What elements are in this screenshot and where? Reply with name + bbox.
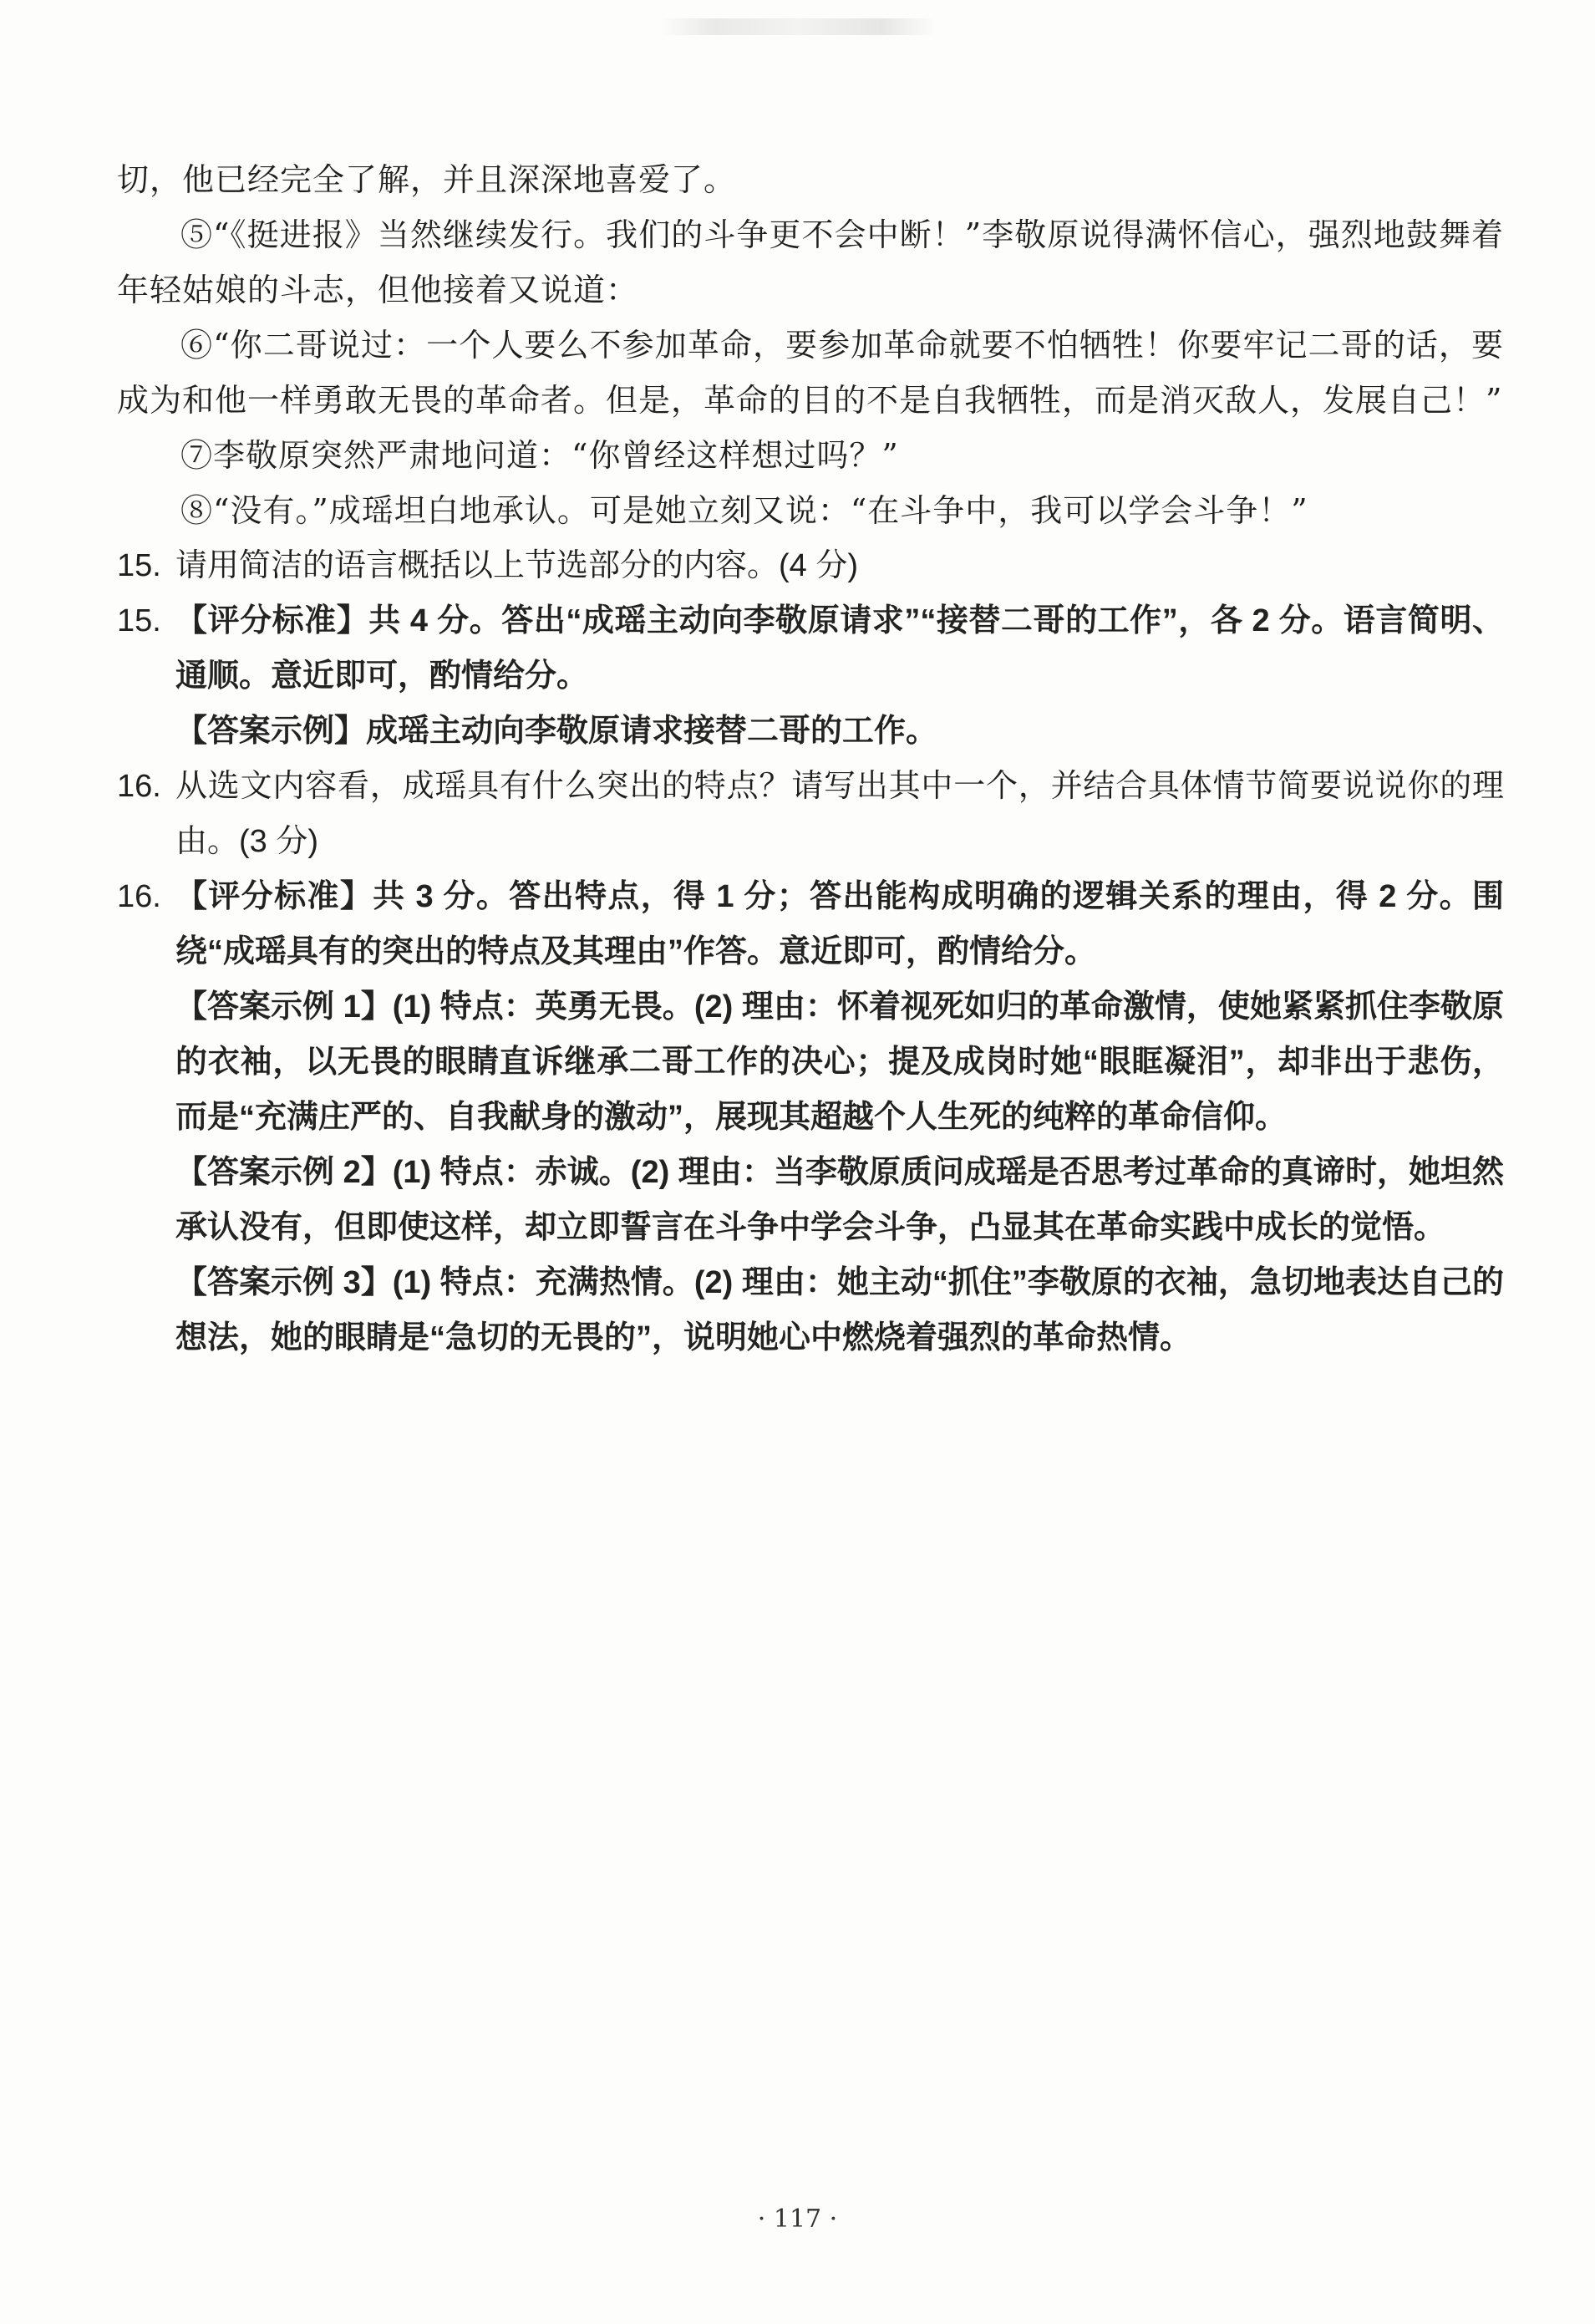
answer-16-example-2: 【答案示例 2】(1) 特点：赤诚。(2) 理由：当李敬原质问成瑶是否思考过革命的真谛时，她坦然承认没有，但即使这样，却立即誓言在斗争中学会斗争，凸显其在革命实践中成长的觉悟。	[175, 1155, 1504, 1245]
story-paragraph-5: ⑤“《挺进报》当然继续发行。我们的斗争更不会中断！”李敬原说得满怀信心，强烈地鼓舞着年轻姑娘的斗志，但他接着又说道：	[117, 216, 1504, 308]
story-paragraph-6: ⑥“你二哥说过：一个人要么不参加革命，要参加革命就要不怕牺牲！你要牢记二哥的话，要成为和他一样勇敢无畏的革命者。但是，革命的目的不是自我牺牲，而是消灭敌人，发展自己！”	[117, 327, 1504, 419]
question-number: 15.	[117, 548, 161, 583]
question-text: 请用简洁的语言概括以上节选部分的内容。(4 分)	[175, 548, 859, 583]
answer-16-standard	[117, 869, 1504, 979]
answer-16-example-1: 【答案示例 1】(1) 特点：英勇无畏。(2) 理由：怀着视死如归的革命激情，使她紧紧抓住李敬原的衣袖，以无畏的眼睛直诉继承二哥工作的决心；提及成岗时她“眼眶凝泪”，却非出于悲伤，而是“充满庄严的、自我献身的激动”，展现其超越个人生死的纯粹的革命信仰。	[175, 989, 1504, 1135]
page-content	[117, 152, 1504, 1365]
question-text: 从选文内容看，成瑶具有什么突出的特点？请写出其中一个，并结合具体情节简要说说你的理由。(3 分)	[175, 769, 1504, 859]
scoring-standard: 【评分标准】共 3 分。答出特点，得 1 分；答出能构成明确的逻辑关系的理由，得 2 分。围绕“成瑶具有的突出的特点及其理由”作答。意近即可，酌情给分。	[175, 879, 1504, 969]
answer-number: 16.	[117, 879, 161, 914]
story-paragraph-continued: 切，他已经完全了解，并且深深地喜爱了。	[117, 161, 737, 198]
scoring-standard: 【评分标准】共 4 分。答出“成瑶主动向李敬原请求”“接替二哥的工作”，各 2 分。语言简明、通顺。意近即可，酌情给分。	[175, 603, 1504, 694]
answer-15-standard	[117, 593, 1504, 704]
question-number: 16.	[117, 769, 161, 804]
scan-artifact	[660, 18, 936, 35]
answer-15-example: 【答案示例】成瑶主动向李敬原请求接替二哥的工作。	[175, 714, 938, 749]
answer-16-example-3: 【答案示例 3】(1) 特点：充满热情。(2) 理由：她主动“抓住”李敬原的衣袖，急切地表达自己的想法，她的眼睛是“急切的无畏的”，说明她心中燃烧着强烈的革命热情。	[175, 1265, 1504, 1355]
question-16	[117, 759, 1504, 869]
story-paragraph-8: ⑧“没有。”成瑶坦白地承认。可是她立刻又说：“在斗争中，我可以学会斗争！”	[180, 492, 1308, 529]
page-number: · 117 ·	[757, 2204, 838, 2234]
answer-number: 15.	[117, 603, 161, 638]
story-paragraph-7: ⑦李敬原突然严肃地问道：“你曾经这样想过吗？”	[180, 437, 899, 474]
question-15	[117, 538, 1504, 593]
